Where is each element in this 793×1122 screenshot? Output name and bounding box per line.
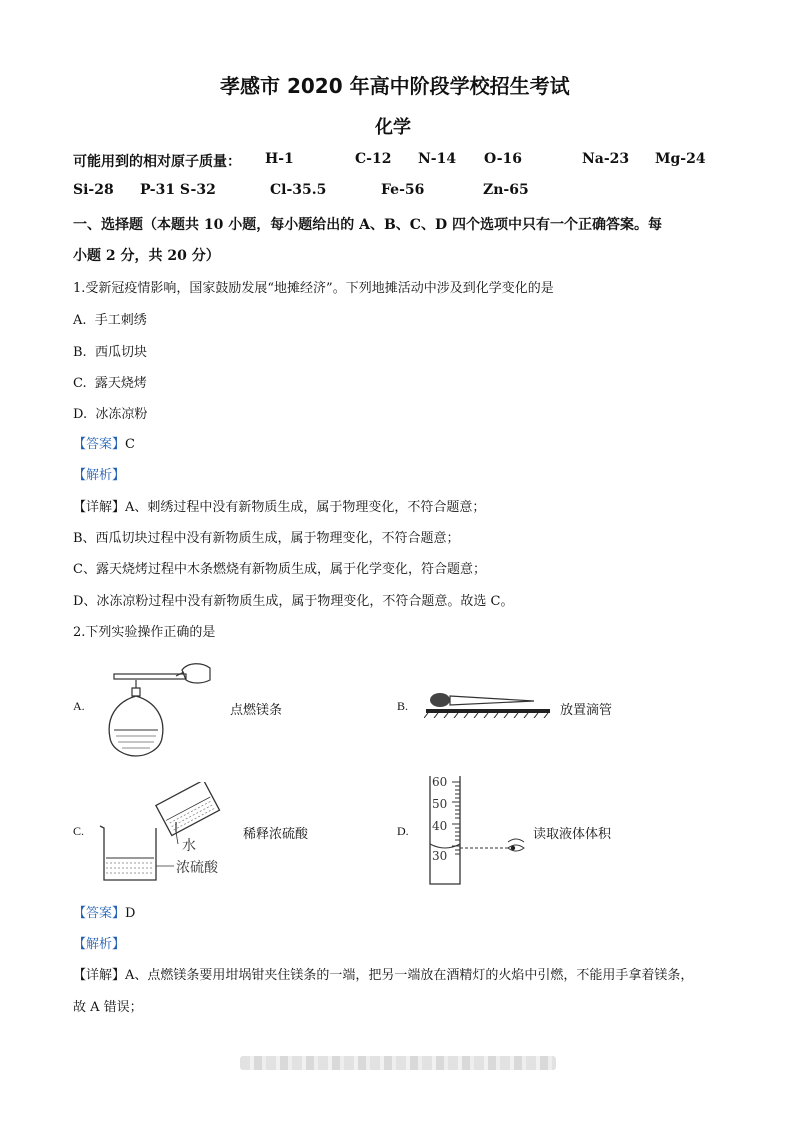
dropper-on-table-figure: [424, 688, 552, 718]
q1-detail-line: D、冰冻凉粉过程中没有新物质生成，属于物理变化，不符合题意。故选 C。: [73, 594, 514, 609]
q2-stem: 2.下列实验操作正确的是: [73, 625, 216, 640]
q2-option-c-text: 稀释浓硫酸: [243, 827, 309, 842]
q1-option-b: B. 西瓜切块: [73, 345, 147, 360]
q2-option-c-letter: C.: [73, 824, 85, 838]
q1-detail-line: B、西瓜切块过程中没有新物质生成，属于物理变化，不符合题意；: [73, 531, 460, 546]
atomic-mass-item: Na-23: [582, 151, 630, 167]
q2-analysis-tag: 【解析】: [73, 937, 126, 952]
atomic-mass-item: N-14: [418, 151, 457, 167]
eye-icon: [508, 839, 524, 851]
atomic-mass-item: Zn-65: [483, 182, 529, 198]
q2-option-a-letter: A.: [73, 699, 85, 713]
q1-option-c: C. 露天烧烤: [73, 376, 147, 391]
tick-label: 40: [432, 819, 448, 833]
q1-analysis-tag: 【解析】: [73, 468, 126, 483]
atomic-mass-item: H-1: [265, 151, 294, 167]
atomic-mass-label: 可能用到的相对原子质量：: [73, 154, 241, 170]
alcohol-lamp-magnesium-figure: [96, 658, 216, 766]
beaker-dilution-figure: [96, 782, 234, 884]
atomic-mass-item: Cl-35.5: [270, 182, 327, 198]
tick-label: 60: [432, 775, 448, 789]
atomic-mass-item: Fe-56: [381, 182, 425, 198]
q1-answer: 【答案】C: [73, 437, 135, 452]
blurred-footer-watermark: [240, 1056, 556, 1070]
q1-detail-line: C、露天烧烤过程中木条燃烧有新物质生成，属于化学变化，符合题意；: [73, 562, 486, 577]
q2-answer: 【答案】D: [73, 906, 136, 921]
tick-label: 30: [432, 849, 448, 863]
q2-option-b-letter: B.: [397, 699, 409, 713]
q2-detail-line: 【详解】A、点燃镁条要用坩埚钳夹住镁条的一端，把另一端放在酒精灯的火焰中引燃，不能用手拿着镁条，: [73, 968, 694, 983]
subject-title: 化学: [375, 117, 411, 138]
graduated-cylinder-figure: [424, 772, 534, 886]
atomic-mass-item: P-31 S-32: [140, 182, 216, 198]
exam-title: 孝感市 2020 年高中阶段学校招生考试: [220, 74, 570, 98]
fig-c-acid-label: 浓硫酸: [176, 860, 218, 876]
fig-c-water-label: 水: [182, 838, 196, 854]
atomic-mass-item: Mg-24: [655, 151, 706, 167]
q2-option-a-text: 点燃镁条: [230, 703, 283, 718]
section-heading-line2: 小题 2 分，共 20 分）: [73, 248, 220, 264]
atomic-mass-item: Si-28: [73, 182, 114, 198]
atomic-mass-item: O-16: [484, 151, 523, 167]
q1-detail-line: 【详解】A、刺绣过程中没有新物质生成，属于物理变化，不符合题意；: [73, 500, 486, 515]
q2-detail-line: 故 A 错误；: [73, 1000, 143, 1015]
section-heading-line1: 一、选择题（本题共 10 小题，每小题给出的 A、B、C、D 四个选项中只有一个正确答案。每: [73, 217, 662, 233]
tick-label: 50: [432, 797, 448, 811]
q2-option-d-letter: D.: [397, 824, 409, 838]
q2-option-b-text: 放置滴管: [560, 703, 613, 718]
q1-stem: 1.受新冠疫情影响，国家鼓励发展“地摊经济”。下列地摊活动中涉及到化学变化的是: [73, 281, 554, 296]
q1-option-d: D. 冰冻凉粉: [73, 407, 148, 422]
q2-option-d-text: 读取液体体积: [533, 827, 612, 842]
atomic-mass-item: C-12: [355, 151, 392, 167]
q1-option-a: A. 手工刺绣: [73, 313, 147, 328]
